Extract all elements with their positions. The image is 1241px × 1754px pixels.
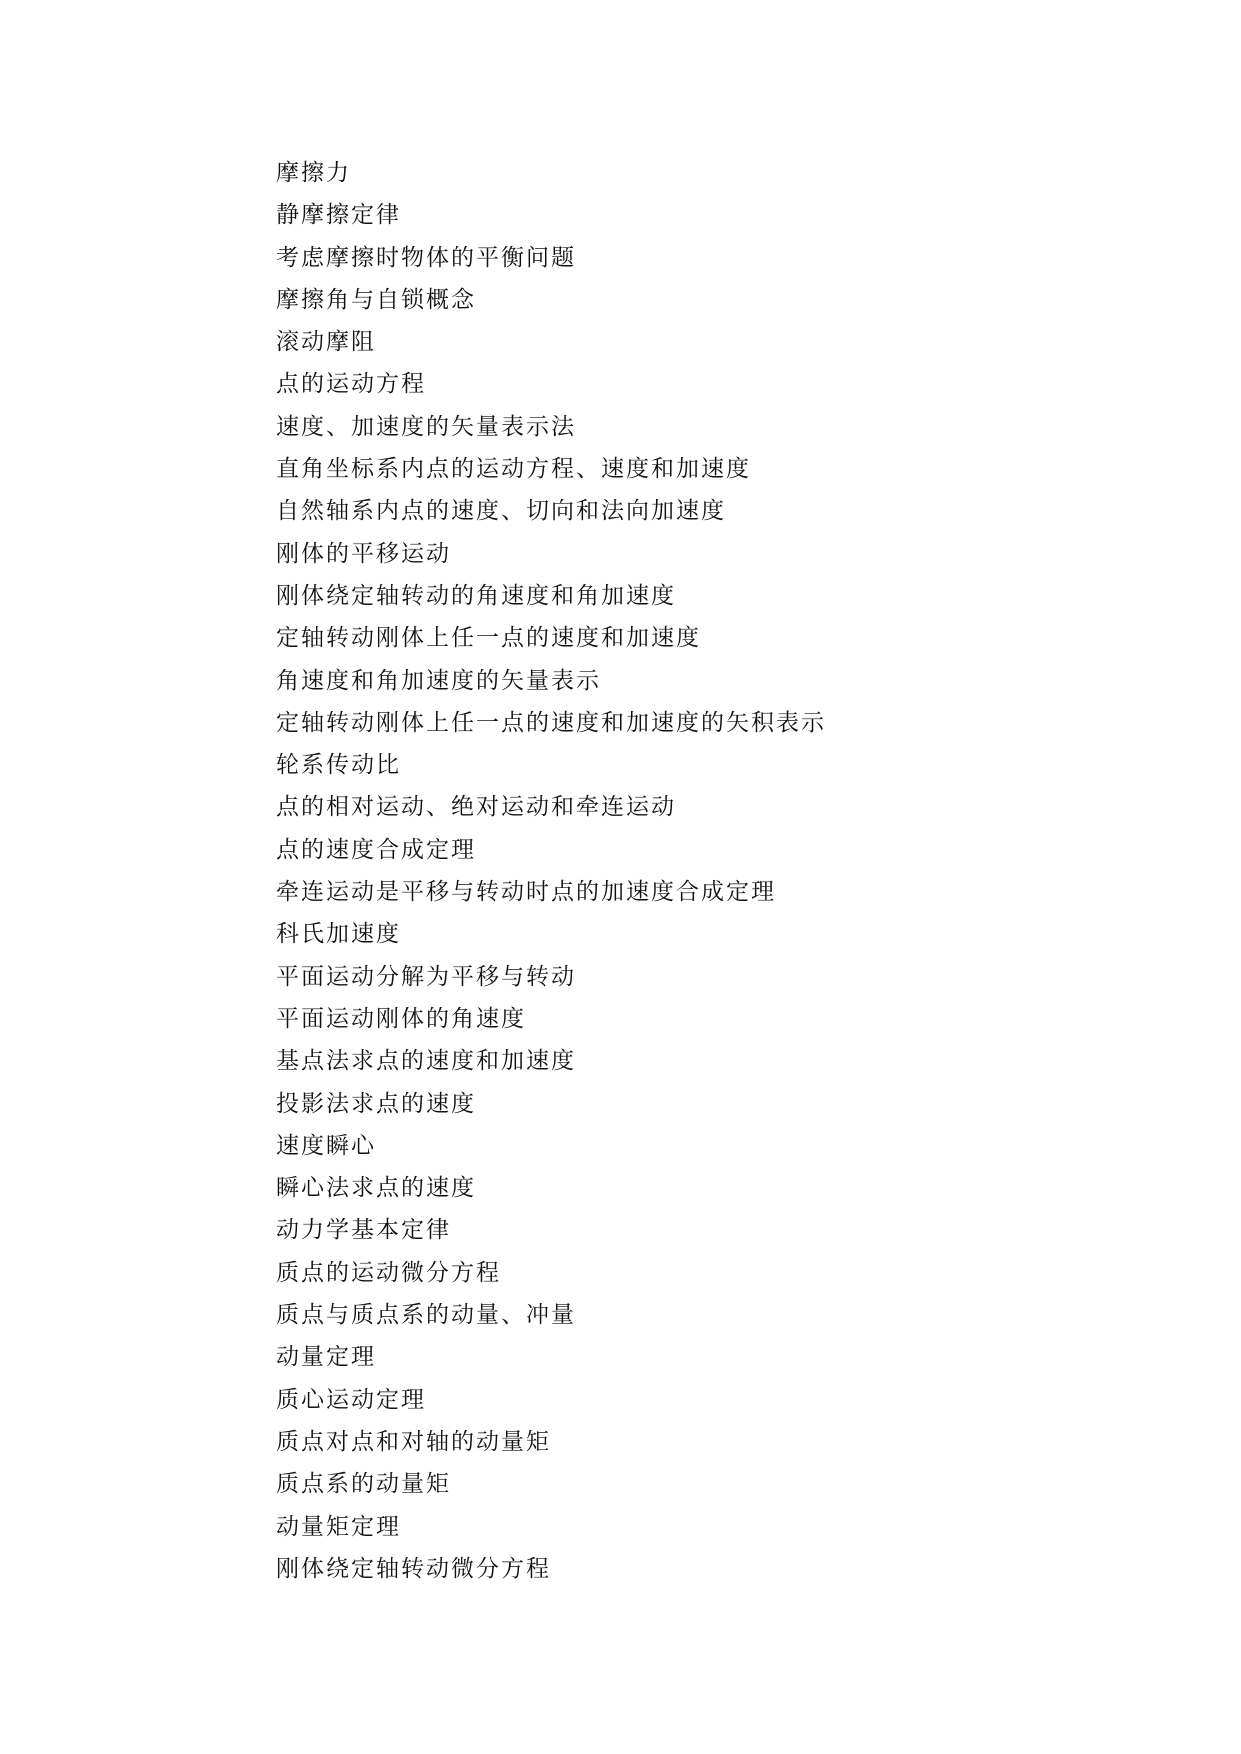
list-item: 刚体绕定轴转动的角速度和角加速度 <box>276 582 676 609</box>
list-item: 瞬心法求点的速度 <box>276 1175 476 1202</box>
list-item: 投影法求点的速度 <box>276 1090 476 1117</box>
list-item: 质点对点和对轴的动量矩 <box>276 1428 551 1455</box>
list-item: 速度、加速度的矢量表示法 <box>276 413 576 440</box>
list-item: 滚动摩阻 <box>276 329 376 356</box>
list-item: 质点的运动微分方程 <box>276 1259 501 1286</box>
list-item: 定轴转动刚体上任一点的速度和加速度的矢积表示 <box>276 709 826 736</box>
list-item: 动量定理 <box>276 1344 376 1371</box>
list-item: 定轴转动刚体上任一点的速度和加速度 <box>276 625 701 652</box>
list-item: 动量矩定理 <box>276 1513 401 1540</box>
list-item: 考虑摩擦时物体的平衡问题 <box>276 244 576 271</box>
list-item: 质点与质点系的动量、冲量 <box>276 1302 576 1329</box>
list-item: 平面运动分解为平移与转动 <box>276 963 576 990</box>
list-item: 平面运动刚体的角速度 <box>276 1005 526 1032</box>
list-item: 基点法求点的速度和加速度 <box>276 1048 576 1075</box>
list-item: 轮系传动比 <box>276 752 401 779</box>
list-item: 摩擦角与自锁概念 <box>276 286 476 313</box>
topic-list <box>276 152 826 1590</box>
list-item: 点的运动方程 <box>276 371 426 398</box>
list-item: 摩擦力 <box>276 160 351 186</box>
list-item: 刚体绕定轴转动微分方程 <box>276 1555 551 1582</box>
list-item: 角速度和角加速度的矢量表示 <box>276 667 601 694</box>
list-item: 点的速度合成定理 <box>276 836 476 863</box>
list-item: 点的相对运动、绝对运动和牵连运动 <box>276 794 676 821</box>
list-item: 自然轴系内点的速度、切向和法向加速度 <box>276 498 726 525</box>
list-item: 科氏加速度 <box>276 921 401 948</box>
list-item: 直角坐标系内点的运动方程、速度和加速度 <box>276 456 751 483</box>
list-item: 质心运动定理 <box>276 1386 426 1413</box>
list-item: 速度瞬心 <box>276 1132 376 1159</box>
list-item: 静摩擦定律 <box>276 202 401 229</box>
list-item: 牵连运动是平移与转动时点的加速度合成定理 <box>276 879 776 906</box>
list-item: 动力学基本定律 <box>276 1217 451 1244</box>
list-item: 刚体的平移运动 <box>276 540 451 567</box>
list-item: 质点系的动量矩 <box>276 1471 451 1498</box>
